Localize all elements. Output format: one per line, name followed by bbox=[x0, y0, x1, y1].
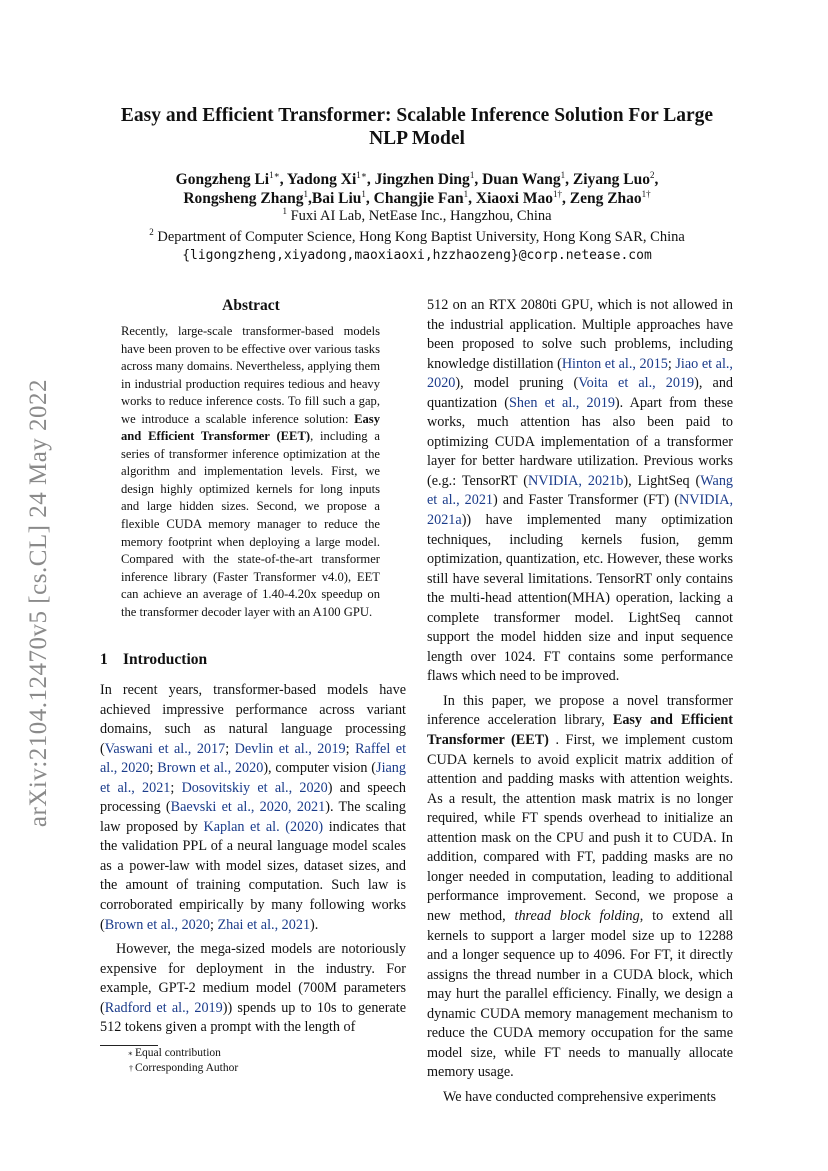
author-affiliation-mark: 1 bbox=[463, 188, 469, 199]
footnote bbox=[100, 1046, 400, 1061]
citation-link[interactable]: Kaplan et al. (2020) bbox=[203, 818, 324, 835]
citation-link[interactable]: Jiang et al., 2021 bbox=[100, 760, 406, 796]
author-affiliation-mark: 1 bbox=[560, 169, 566, 180]
abstract-body: Recently, large-scale transformer-based models have been proven to be effective over various tasks across many domains. Nevertheless, applying them in industrial production requires tedious and heavy works to reduce inference costs. To fill such a gap, we introduce a scalable inference solution: Easy and Efficient Transformer (EET), including a series of transformer inference optimization at the algorithm and implementation levels. First, we design highly optimized kernels for long inputs and large hidden sizes. Second, we propose a flexible CUDA memory manager to reduce the memory footprint when deploying a large model. Compared with the state-of-the-art transformer inference library (Faster Transformer v4.0), EET can achieve an average of 1.40-4.20x speedup on the transformer decoder layer with an A100 GPU. bbox=[121, 324, 380, 619]
bold-term: Easy and Efficient Transformer (EET) bbox=[121, 411, 380, 444]
footnote-mark: ∗ bbox=[127, 1049, 133, 1058]
right-column bbox=[427, 296, 733, 1107]
bold-term: Easy and Efficient Transformer (EET) bbox=[427, 712, 733, 749]
citation-link[interactable]: Baevski et al., 2020, 2021 bbox=[170, 799, 326, 816]
footnote-text: Equal contribution bbox=[135, 1047, 221, 1059]
affiliation bbox=[60, 207, 774, 225]
footnote-mark: † bbox=[129, 1064, 133, 1073]
author-name: Changjie Fan bbox=[373, 190, 464, 207]
body-paragraph: 512 on an RTX 2080ti GPU, which is not allowed in the industrial application. Multiple approaches have been proposed to solve such problems, including knowledge distillation (Hinton et al., 2015; Jiao et al., 2020), model pruning (Voita et al., 2019), and quantization (Shen et al., 2019). Apart from these works, much attention has also been paid to optimizing CUDA implementation of a transformer layer for better hardware utilization. Previous works (e.g.: TensorRT (NVIDIA, 2021b), LightSeq (Wang et al., 2021) and Faster Transformer (FT) (NVIDIA, 2021a)) have implemented many optimization techniques, including kernels fusion, gemm optimization, quantization, etc. However, these works still have several limitations. TensorRT only contains the multi-head attention(MHA) operation, lacking a complete transformer model. LightSeq cannot support the model hidden size and input sequence length over 1024. FT contains some performance flaws which need to be improved. bbox=[427, 297, 734, 685]
citation-link[interactable]: Brown et al., 2020 bbox=[157, 760, 264, 777]
author-name: Yadong Xi bbox=[286, 171, 357, 188]
author-name: Gongzheng Li bbox=[175, 171, 270, 188]
arxiv-identifier bbox=[22, 355, 56, 850]
affiliation bbox=[60, 228, 774, 246]
citation-link[interactable]: NVIDIA, 2021b bbox=[527, 472, 624, 489]
citation-link[interactable]: Voita et al., 2019 bbox=[578, 375, 695, 392]
body-paragraph: In recent years, transformer-based models have achieved impressive performance across variant domains, such as natural language processing (Vaswani et al., 2017; Devlin et al., 2019; Raffel et al., 2020; Brown et al., 2020), computer vision (Jiang et al., 2021; Dosovitskiy et al., 2020) and speech processing (Baevski et al., 2020, 2021). The scaling law proposed by Kaplan et al. (2020) indicates that the validation PPL of a neural language model scales as a power-law with model sizes, dataset sizes, and the amount of training computation. Such law is corroborated empirically by many following works (Brown et al., 2020; Zhai et al., 2021). bbox=[100, 682, 407, 933]
citation-link[interactable]: Radford et al., 2019 bbox=[104, 999, 223, 1016]
author-name: Jingzhen Ding bbox=[374, 171, 470, 188]
author-name: Zeng Zhao bbox=[569, 190, 642, 207]
paper-title bbox=[60, 104, 774, 150]
author-affiliation-mark: 1∗ bbox=[269, 169, 280, 180]
citation-link[interactable]: Devlin et al., 2019 bbox=[234, 740, 346, 757]
author-name: Bai Liu bbox=[311, 190, 362, 207]
footnote bbox=[100, 1061, 400, 1076]
citation-link[interactable]: Jiao et al., 2020 bbox=[427, 355, 733, 392]
italic-term: thread block folding bbox=[514, 907, 640, 924]
footnote-text: Corresponding Author bbox=[135, 1062, 239, 1074]
citation-link[interactable]: Raffel et al., 2020 bbox=[100, 740, 407, 777]
author-affiliation-mark: 1∗ bbox=[356, 169, 367, 180]
citation-link[interactable]: Dosovitskiy et al., 2020 bbox=[181, 779, 328, 796]
author-affiliation-mark: 1 bbox=[303, 188, 308, 199]
author-affiliation-mark: 1† bbox=[641, 188, 651, 199]
body-paragraph: However, the mega-sized models are notoriously expensive for deployment in the industry. For example, GPT-2 medium model (700M parameters (Radford et al., 2019)) spends up to 10s to generate 512 tokens given a prompt with the length of bbox=[100, 941, 406, 1036]
author-affiliation-mark: 1 bbox=[469, 169, 475, 180]
section-title: Introduction bbox=[123, 651, 208, 668]
affiliation-text: Fuxi AI Lab, NetEase Inc., Hangzhou, China bbox=[286, 208, 552, 224]
citation-link[interactable]: Hinton et al., 2015 bbox=[561, 355, 668, 372]
section-number: 1 bbox=[100, 651, 108, 668]
author-name: Duan Wang bbox=[482, 171, 561, 188]
author-name: Rongsheng Zhang bbox=[183, 190, 304, 207]
author-email: {ligongzheng,xiyadong,maoxiaoxi,hzzhaozeng}@corp.netease.com bbox=[182, 248, 652, 263]
section-heading bbox=[100, 651, 207, 669]
paper-title-line: Easy and Efficient Transformer: Scalable Inference Solution For Large bbox=[120, 105, 714, 126]
author-affiliation-mark: 1 bbox=[361, 188, 366, 199]
citation-link[interactable]: Brown et al., 2020 bbox=[104, 916, 210, 933]
author-affiliation-mark: 1† bbox=[552, 188, 562, 199]
body-paragraph: We have conducted comprehensive experiments bbox=[443, 1088, 717, 1105]
affiliation-text: Department of Computer Science, Hong Kong Baptist University, Hong Kong SAR, China bbox=[153, 229, 685, 245]
author-list: Gongzheng $Li^{1∗}$, Yadong $Xi^{1∗}$, Jingzhen Ding$^1$, Duan Wang$^1$, Ziyang Luo$^2$, Rongsheng Zhang$^1$,Bai Liu$^1$, Changjie Fan$^1$, Xiaoxi Mao$^{1\dagger}$, Zeng Zhao$^{1\dagger}$ bbox=[175, 169, 659, 207]
body-paragraph: In this paper, we propose a novel transformer inference acceleration library, Easy and Efficient Transformer (EET) . First, we implement custom CUDA kernels to avoid explicit matrix addition of attention and padding masks with attention weights. As a result, the attention mask matrix is no longer required, while FT spends overhead to initialize an attention mask on the CPU and push it to CUDA. In addition, compared with FT, padding masks are no longer needed in computation, leading to additional performance improvement. Second, we propose a new method, thread block folding, to extend all kernels to support a larger model size up to 12288 and a longer sequence up to 4096. For FT, it directly assigns the thread number in a CUDA block, which may hurt the parallel efficiency. Finally, we design a dynamic CUDA memory management mechanism to reduce the CUDA memory occupation for the same model size, while FT needs to manually allocate memory usage. bbox=[427, 692, 733, 1081]
abstract-heading: Abstract bbox=[222, 297, 280, 314]
citation-link[interactable]: Zhai et al., 2021 bbox=[217, 916, 311, 933]
citation-link[interactable]: Vaswani et al., 2017 bbox=[104, 740, 226, 757]
paper-title-line: NLP Model bbox=[369, 128, 465, 149]
affiliation-mark: 2 bbox=[149, 227, 154, 238]
author-name: Ziyang Luo bbox=[572, 171, 650, 188]
author-name: Xiaoxi Mao bbox=[475, 190, 553, 207]
arxiv-identifier-text: arXiv:2104.12470v5 [cs.CL] 24 May 2022 bbox=[25, 378, 52, 827]
affiliation-mark: 1 bbox=[282, 206, 287, 217]
citation-link[interactable]: NVIDIA, 2021a bbox=[427, 492, 733, 529]
citation-link[interactable]: Shen et al., 2019 bbox=[509, 394, 615, 411]
left-column bbox=[100, 681, 406, 1038]
citation-link[interactable]: Wang et al., 2021 bbox=[427, 472, 734, 509]
author-affiliation-mark: 2 bbox=[649, 169, 655, 180]
